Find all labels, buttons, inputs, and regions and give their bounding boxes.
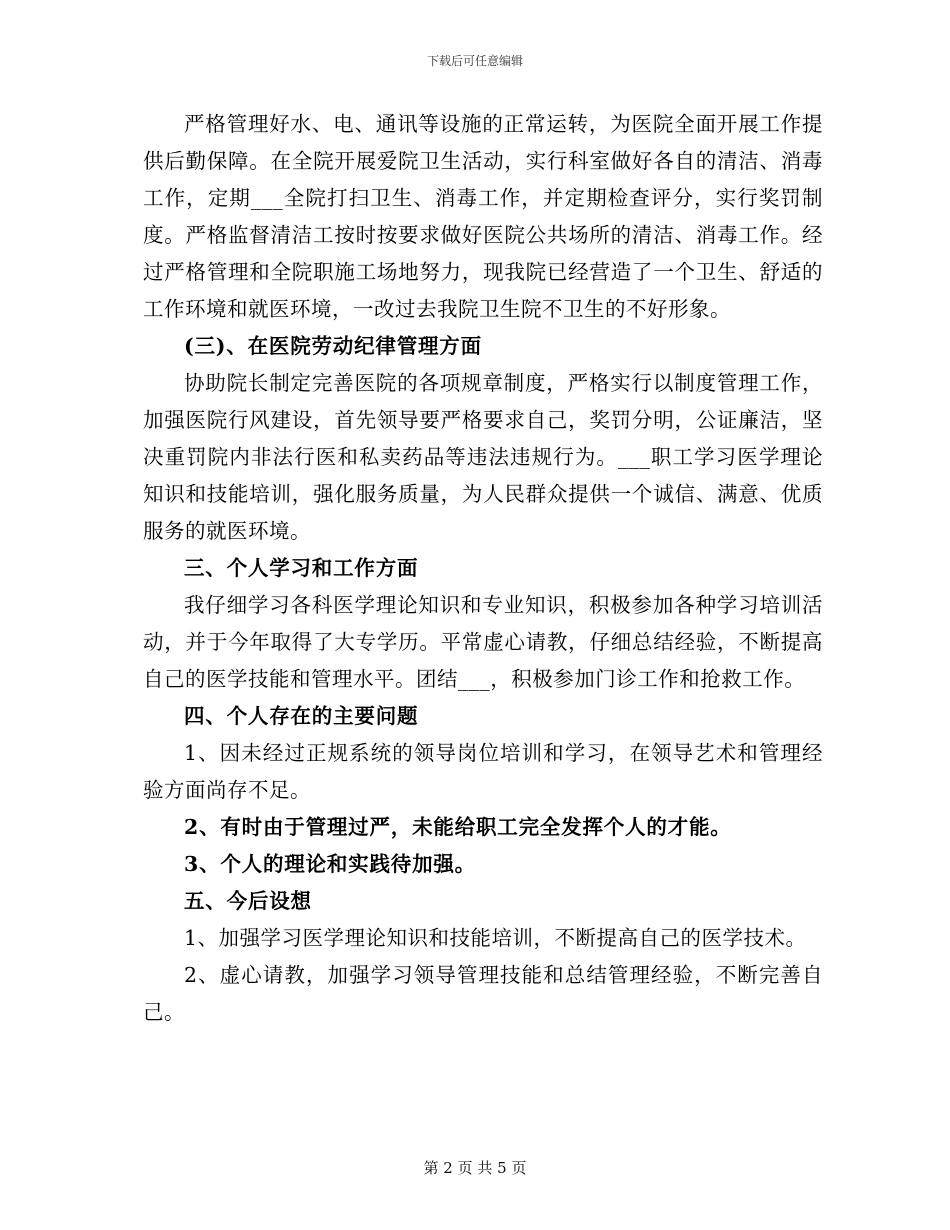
- page-footer: 第 2 页 共 5 页: [423, 1159, 527, 1177]
- problem-item-3: 3、个人的理论和实践待加强。: [184, 852, 476, 876]
- plan-item-2: 2、虚心请教，加强学习领导管理技能和总结管理经验，不断完善自己。: [143, 963, 823, 1024]
- document-body: [143, 106, 823, 1031]
- paragraph-hygiene-management: 严格管理好水、电、通讯等设施的正常运转，为医院全面开展工作提供后勤保障。在全院开展爱院卫生活动，实行科室做好各自的清洁、消毒工作，定期___全院打扫卫生、消毒工作，并定期检查评分，实行奖罚制度。严格监督清洁工按时按要求做好医院公共场所的清洁、消毒工作。经过严格管理和全院职施工场地努力，现我院已经营造了一个卫生、舒适的工作环境和就医环境，一改过去我院卫生院不卫生的不好形象。: [143, 112, 823, 321]
- page-header: 下载后可任意编辑: [426, 54, 523, 68]
- heading-personal-study-work: 三、个人学习和工作方面: [184, 556, 419, 580]
- problem-item-1: 1、因未经过正规系统的领导岗位培训和学习，在领导艺术和管理经验方面尚存不足。: [143, 741, 823, 802]
- problem-item-2: 2、有时由于管理过严，未能给职工完全发挥个人的才能。: [184, 815, 732, 839]
- paragraph-personal-study-work: 我仔细学习各科医学理论知识和专业知识，积极参加各种学习培训活动，并于今年取得了大专学历。平常虚心请教，仔细总结经验，不断提高自己的医学技能和管理水平。团结___，积极参加门诊工作和抢救工作。: [143, 593, 823, 691]
- plan-item-1: 1、加强学习医学理论知识和技能培训，不断提高自己的医学技术。: [184, 926, 807, 950]
- heading-labor-discipline: (三)、在医院劳动纪律管理方面: [184, 334, 482, 358]
- heading-future-plans: 五、今后设想: [184, 889, 312, 913]
- paragraph-labor-discipline: 协助院长制定完善医院的各项规章制度，严格实行以制度管理工作，加强医院行风建设，首先领导要严格要求自己，奖罚分明，公证廉洁，坚决重罚院内非法行医和私卖药品等违法违规行为。___职工学习医学理论知识和技能培训，强化服务质量，为人民群众提供一个诚信、满意、优质服务的就医环境。: [143, 371, 823, 543]
- heading-main-problems: 四、个人存在的主要问题: [184, 704, 419, 728]
